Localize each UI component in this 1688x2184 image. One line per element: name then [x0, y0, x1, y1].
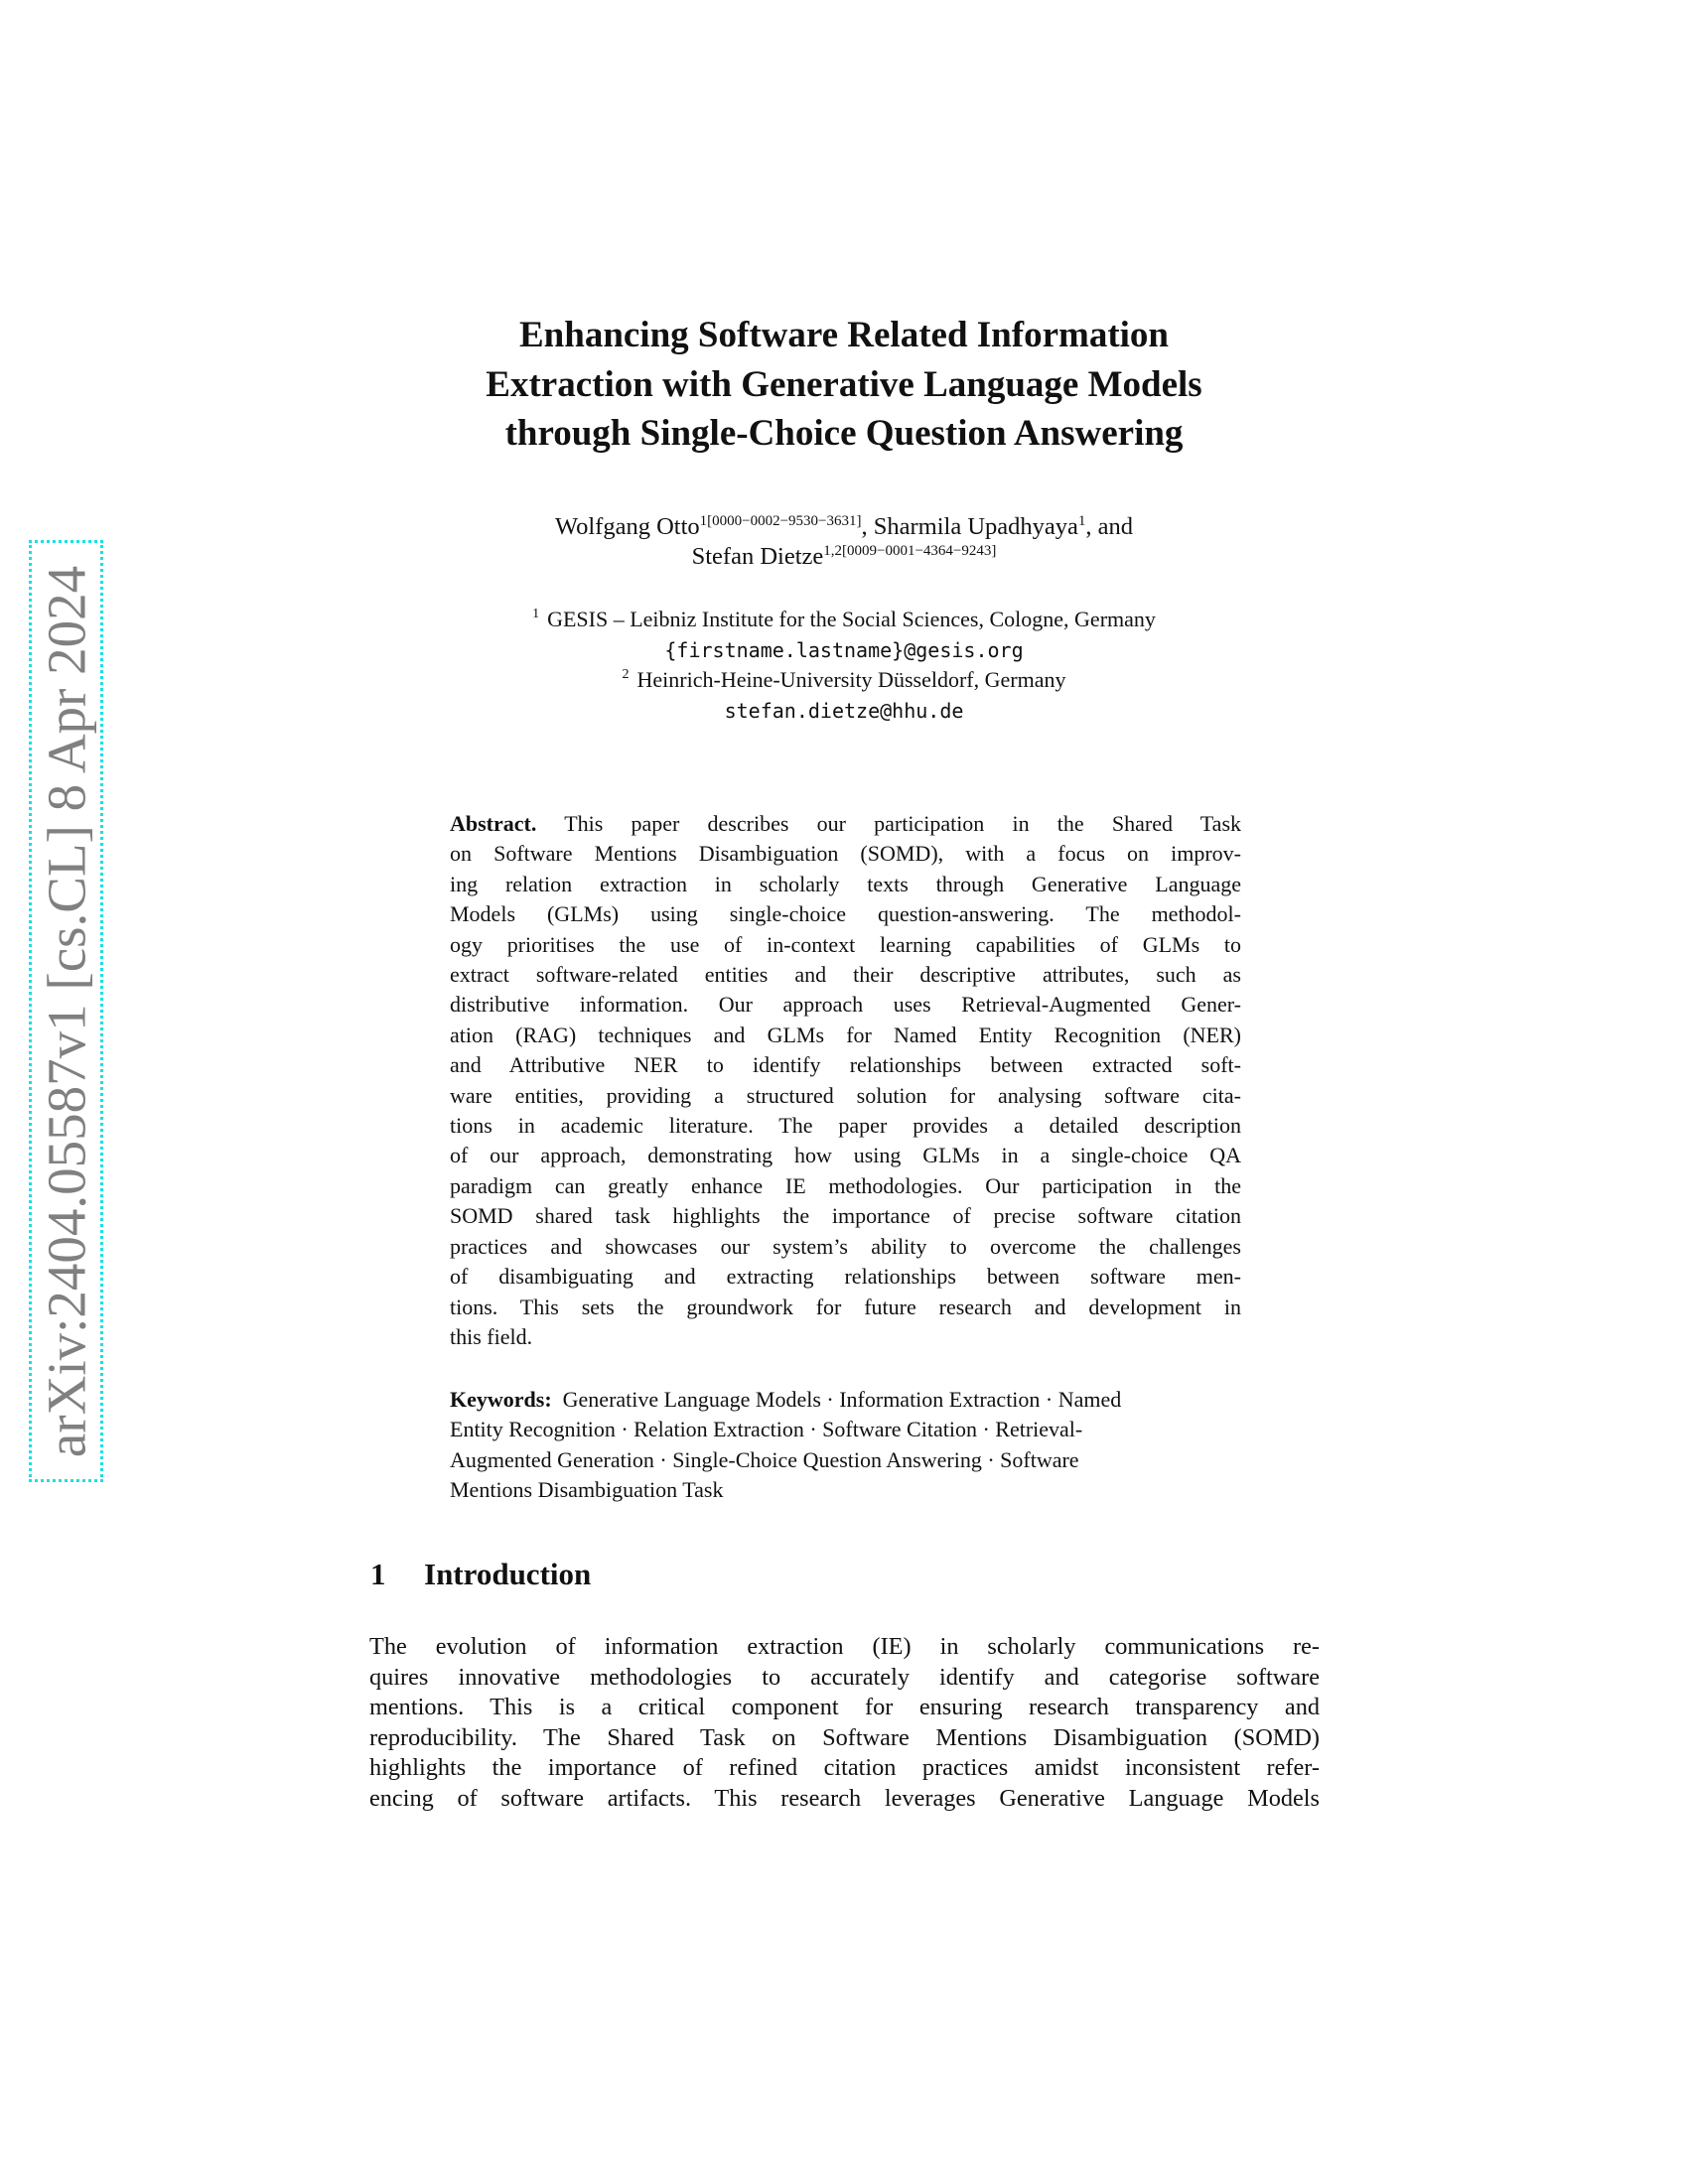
paper-title [298, 311, 1390, 459]
body-text-line: quires innovative methodologies to accurately identify and categorise software [369, 1663, 1320, 1691]
keywords-text: Generative Language Models · Information Extraction · Named [562, 1387, 1122, 1412]
keywords [450, 1385, 1284, 1506]
abstract-line: tions in academic literature. The paper provides a detailed description [450, 1113, 1241, 1139]
abstract-line: Models (GLMs) using single-choice question-answering. The methodol- [450, 901, 1241, 927]
keywords-line: Augmented Generation · Single-Choice Question Answering · Software [450, 1446, 1079, 1472]
keywords-line: Entity Recognition · Relation Extraction · Software Citation · Retrieval- [450, 1417, 1083, 1442]
author-line [298, 512, 1390, 542]
abstract-line: of disambiguating and extracting relationships between software men- [450, 1264, 1241, 1290]
abstract-line: ware entities, providing a structured solution for analysing software cita- [450, 1082, 1241, 1108]
affiliation-email-line [298, 635, 1390, 666]
abstract-line: ing relation extraction in scholarly texts through Generative Language [450, 871, 1241, 896]
abstract-line: tions. This sets the groundwork for future research and development in [450, 1294, 1241, 1319]
arxiv-identifier-stamp [29, 540, 103, 1482]
affiliation-name: Heinrich-Heine-University Düsseldorf, Germany [636, 667, 1066, 692]
body-text-line: reproducibility. The Shared Task on Software Mentions Disambiguation (SOMD) [369, 1723, 1320, 1751]
author-line [298, 542, 1390, 572]
body-text-line: encing of software artifacts. This research leverages Generative Language Models [369, 1784, 1320, 1812]
abstract-line: ation (RAG) techniques and GLMs for Named Entity Recognition (NER) [450, 1022, 1241, 1047]
abstract-label: Abstract. [450, 811, 537, 836]
abstract-line: practices and showcases our system’s ability to overcome the challenges [450, 1233, 1241, 1259]
author-affiliation-orcid: 1,2[0009−0001−4364−9243] [823, 543, 997, 559]
keywords-line: Mentions Disambiguation Task [450, 1477, 724, 1503]
keywords-label: Keywords: [450, 1387, 552, 1412]
introduction-paragraph [369, 1632, 1320, 1815]
abstract-line: on Software Mentions Disambiguation (SOMD), with a focus on improv- [450, 841, 1241, 867]
abstract [450, 809, 1241, 1352]
abstract-line: SOMD shared task highlights the importance of precise software citation [450, 1203, 1241, 1229]
author-list [298, 512, 1390, 572]
author-affiliation-orcid: 1[0000−0002−9530−3631] [699, 513, 862, 529]
abstract-line [450, 809, 1241, 839]
abstract-line: ogy prioritises the use of in-context learning capabilities of GLMs to [450, 931, 1241, 957]
author-name: Stefan Dietze [691, 543, 824, 570]
body-text-line: highlights the importance of refined citation practices amidst inconsistent refer- [369, 1754, 1320, 1782]
section-title: Introduction [424, 1557, 592, 1591]
author-affiliation: 1 [1077, 513, 1086, 529]
affiliation-line [298, 605, 1390, 635]
affiliation-email-line [298, 696, 1390, 727]
abstract-line: this field. [450, 1323, 533, 1349]
affiliation-line [298, 665, 1390, 696]
affiliation-email: stefan.dietze@hhu.de [724, 698, 964, 723]
abstract-line: paradigm can greatly enhance IE methodologies. Our participation in the [450, 1172, 1241, 1198]
author-separator: , [861, 513, 874, 540]
abstract-line: and Attributive NER to identify relationships between extracted soft- [450, 1052, 1241, 1078]
section-number: 1 [370, 1557, 386, 1591]
affiliation-email: {firstname.lastname}@gesis.org [664, 637, 1024, 662]
affiliation-number: 2 [622, 667, 630, 682]
section-heading-introduction [370, 1557, 591, 1592]
author-separator: , and [1085, 513, 1134, 540]
affiliation-number: 1 [532, 607, 540, 621]
title-line: Enhancing Software Related Information [518, 315, 1170, 355]
affiliation-name: GESIS – Leibniz Institute for the Social Sciences, Cologne, Germany [547, 607, 1156, 631]
body-text-line: mentions. This is a critical component for ensuring research transparency and [369, 1694, 1320, 1721]
affiliations [298, 605, 1390, 726]
abstract-line: distributive information. Our approach uses Retrieval-Augmented Gener- [450, 992, 1241, 1018]
author-name: Sharmila Upadhyaya [873, 513, 1078, 540]
abstract-text: This paper describes our participation in the Shared Task [564, 811, 1241, 836]
title-line: through Single-Choice Question Answering [504, 413, 1184, 454]
arxiv-identifier-text: arXiv:2404.05587v1 [cs.CL] 8 Apr 2024 [36, 565, 96, 1457]
body-text-line: The evolution of information extraction (IE) in scholarly communications re- [369, 1633, 1320, 1660]
author-name: Wolfgang Otto [554, 513, 700, 540]
keywords-line [450, 1385, 1284, 1415]
abstract-line: of our approach, demonstrating how using GLMs in a single-choice QA [450, 1143, 1241, 1168]
abstract-line: extract software-related entities and their descriptive attributes, such as [450, 962, 1241, 988]
title-line: Extraction with Generative Language Models [486, 363, 1202, 405]
